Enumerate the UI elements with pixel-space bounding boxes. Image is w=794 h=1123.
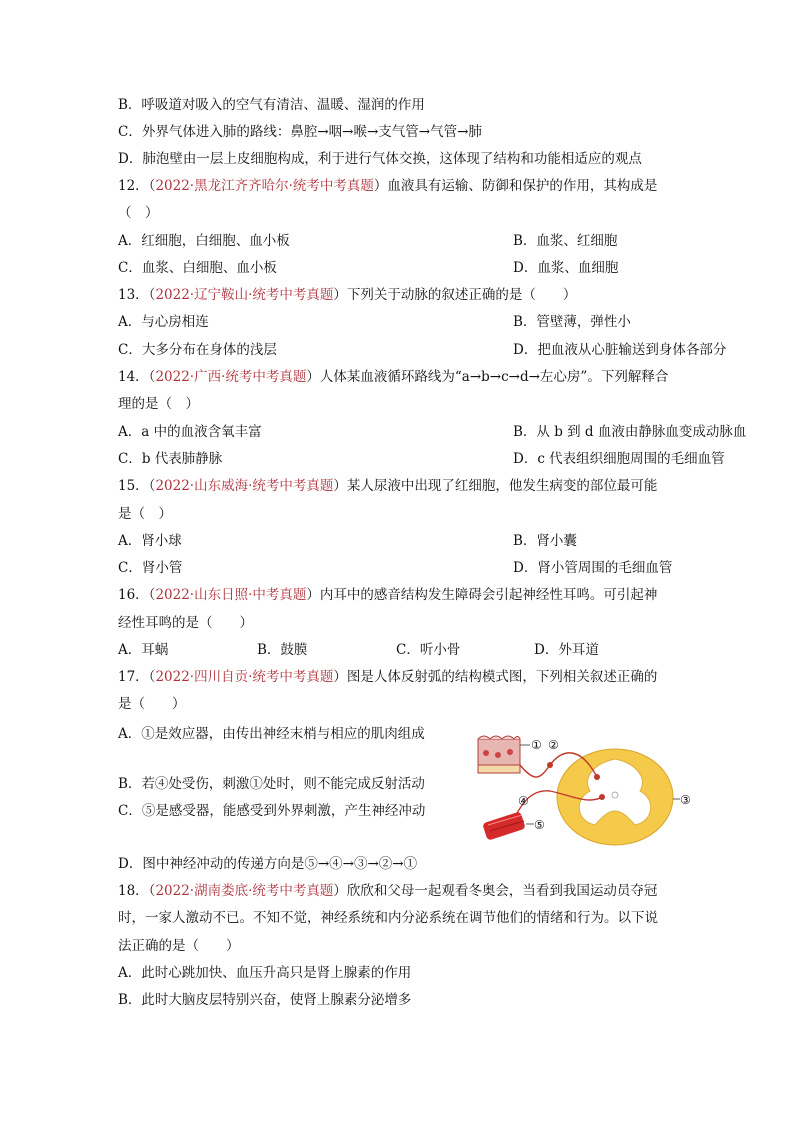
q15-option-d: D．肾小管周围的毛细血管 (513, 560, 673, 576)
q15-options-row1 (118, 532, 577, 550)
q13-options-row1 (118, 313, 631, 331)
question-source: 2022·山东威海·统考中考真题 (155, 478, 334, 494)
question-number: 15．（ (118, 478, 156, 494)
q12-option-c: C．血浆、白细胞、血小板 (118, 260, 277, 276)
question-text: ）人体某血液循环路线为“a→b→c→d→左心房”。下列解释合 (306, 369, 669, 385)
q18-stem (118, 882, 657, 900)
skin-receptor-illustration (478, 736, 520, 773)
q17-option-d: D．图中神经冲动的传递方向是⑤→④→③→②→① (118, 856, 418, 872)
q17-stem-cont: 是（ ） (118, 696, 186, 712)
q16-option-b: B．鼓膜 (257, 642, 308, 658)
figure-label-1: ① (531, 738, 542, 752)
question-text: ）欣欣和父母一起观看冬奥会，当看到我国运动员夺冠 (333, 883, 658, 899)
q16-option-a: A．耳蜗 (118, 642, 169, 658)
q14-stem (118, 368, 668, 386)
q14-stem-cont: 理的是（ ） (118, 396, 199, 412)
q15-stem (118, 477, 657, 495)
muscle-effector-illustration (482, 811, 526, 840)
q14-option-a: A．a 中的血液含氧丰富 (118, 424, 262, 440)
q15-options-row2 (118, 559, 673, 577)
q14-option-c: C．b 代表肺静脉 (118, 451, 223, 467)
q12-options-row1 (118, 232, 618, 250)
question-number: 13．（ (118, 287, 156, 303)
q15-option-c: C．肾小管 (118, 560, 183, 576)
q18-stem-cont: 时，一家人激动不已。不知不觉，神经系统和内分泌系统在调节他们的情绪和行为。以下说 (118, 910, 658, 926)
question-number: 12．（ (118, 178, 156, 194)
q15-stem-cont: 是（ ） (118, 506, 172, 522)
question-number: 18．（ (118, 883, 156, 899)
question-text: ）内耳中的感音结构发生障碍会引起神经性耳鸣。可引起神 (306, 587, 658, 603)
q18-stem-cont2: 法正确的是（ ） (118, 938, 240, 954)
figure-label-2: ② (548, 738, 559, 752)
q16-stem-cont: 经性耳鸣的是（ ） (118, 615, 253, 631)
q15-option-b: B．肾小囊 (513, 533, 577, 549)
question-text: ）下列关于动脉的叙述正确的是（ ） (333, 287, 577, 303)
question-text: ）某人尿液中出现了红细胞，他发生病变的部位最可能 (333, 478, 658, 494)
q16-option-d: D．外耳道 (534, 642, 599, 658)
q12-stem-cont: （ ） (118, 205, 159, 221)
q18-option-b: B．此时大脑皮层特别兴奋，使肾上腺素分泌增多 (118, 992, 412, 1008)
question-text: ）图是人体反射弧的结构模式图，下列相关叙述正确的 (333, 669, 658, 685)
q13-option-b: B．管壁薄，弹性小 (513, 314, 631, 330)
question-number: 14．（ (118, 369, 156, 385)
q14-option-d: D．c 代表组织细胞周围的毛细血管 (513, 451, 725, 467)
ganglion-dot (547, 762, 553, 768)
question-text: ）血液具有运输、防御和保护的作用，其构成是 (373, 178, 658, 194)
question-source: 2022·湖南娄底·统考中考真题 (155, 883, 334, 899)
q16-option-c: C．听小骨 (396, 642, 461, 658)
q17-stem (118, 668, 657, 686)
q13-option-d: D．把血液从心脏输送到身体各部分 (513, 342, 727, 358)
question-source: 2022·辽宁鞍山·统考中考真题 (155, 287, 334, 303)
q15-option-a: A．肾小球 (118, 533, 182, 549)
q13-option-c: C．大多分布在身体的浅层 (118, 342, 277, 358)
figure-label-3: ③ (680, 793, 691, 807)
figure-label-4: ④ (518, 794, 529, 808)
q17-option-b: B．若④处受伤，刺激①处时，则不能完成反射活动 (118, 776, 425, 792)
q12-options-row2 (118, 259, 619, 277)
question-source: 2022·四川自贡·统考中考真题 (155, 669, 334, 685)
q17-option-c: C．⑤是感受器，能感受到外界刺激，产生神经冲动 (118, 803, 426, 819)
q13-option-a: A．与心房相连 (118, 314, 209, 330)
question-number: 17．（ (118, 669, 156, 685)
q12-option-b: B．血浆、红细胞 (513, 233, 618, 249)
q16-stem (118, 586, 657, 604)
q13-stem (118, 286, 576, 304)
figure-label-5: ⑤ (534, 818, 545, 832)
q12-option-a: A．红细胞，白细胞、血小板 (118, 233, 290, 249)
q14-options-row1 (118, 423, 747, 441)
q13-options-row2 (118, 341, 727, 359)
q18-option-a: A．此时心跳加快、血压升高只是肾上腺素的作用 (118, 965, 412, 981)
q11-option-c: C．外界气体进入肺的路线：鼻腔→咽→喉→支气管→气管→肺 (118, 124, 482, 140)
q14-options-row2 (118, 450, 725, 468)
q11-option-b: B．呼吸道对吸入的空气有清洁、温暖、湿润的作用 (118, 97, 425, 113)
q12-option-d: D．血浆、血细胞 (513, 260, 619, 276)
q14-option-b: B．从 b 到 d 血液由静脉血变成动脉血 (513, 424, 747, 440)
question-source: 2022·黑龙江齐齐哈尔·统考中考真题 (155, 178, 374, 194)
reflex-arc-figure (470, 725, 700, 855)
question-source: 2022·山东日照·中考真题 (155, 587, 307, 603)
q12-stem (118, 177, 657, 195)
question-number: 16．（ (118, 587, 156, 603)
question-source: 2022·广西·统考中考真题 (155, 369, 307, 385)
q11-option-d: D．肺泡壁由一层上皮细胞构成，利于进行气体交换，这体现了结构和功能相适应的观点 (118, 151, 642, 167)
q17-option-a: A．①是效应器，由传出神经末梢与相应的肌肉组成 (118, 726, 425, 742)
